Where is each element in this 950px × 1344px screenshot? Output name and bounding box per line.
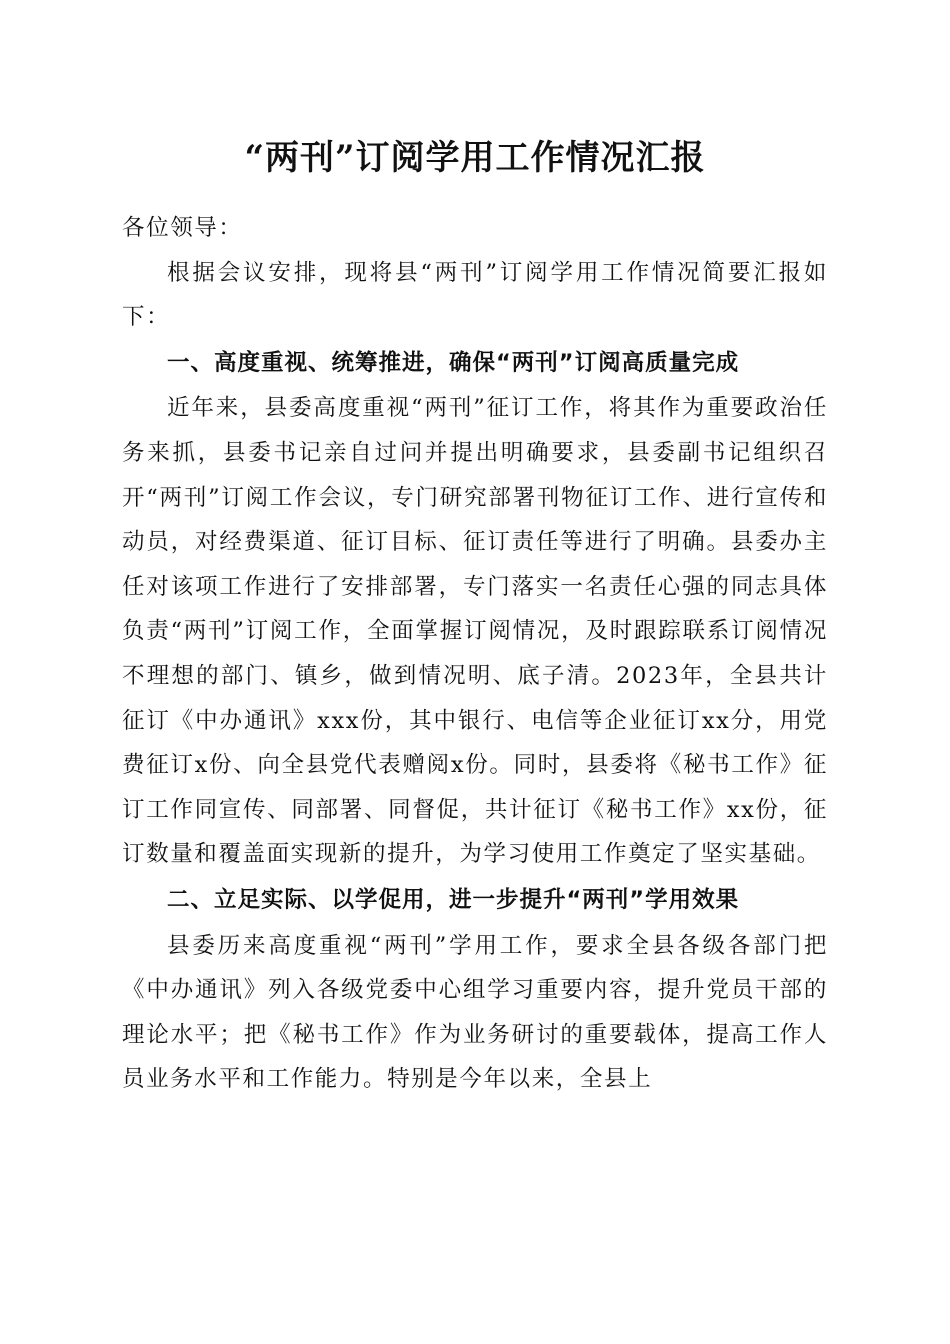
intro-paragraph: 根据会议安排，现将县“两刊”订阅学用工作情况简要汇报如下： [122, 259, 828, 331]
salutation: 各位领导： [122, 215, 243, 241]
section-2-heading: 二、立足实际、以学促用，进一步提升“两刊”学用效果 [167, 886, 740, 913]
section-2-paragraph: 县委历来高度重视“两刊”学用工作，要求全县各级各部门把《中办通讯》列入各级党委中心组学习重要内容，提升党员干部的理论水平；把《秘书工作》作为业务研讨的重要载体，提高工作人员业务水平和工作能力。特别是今年以来，全县上 [122, 932, 828, 1093]
document-title: “两刊”订阅学用工作情况汇报 [244, 138, 706, 178]
section-1-paragraph: 近年来，县委高度重视“两刊”征订工作，将其作为重要政治任务来抓，县委书记亲自过问并提出明确要求，县委副书记组织召开“两刊”订阅工作会议，专门研究部署刊物征订工作、进行宣传和动员，对经费渠道、征订目标、征订责任等进行了明确。县委办主任对该项工作进行了安排部署，专门落实一名责任心强的同志具体负责“两刊”订阅工作，全面掌握订阅情况，及时跟踪联系订阅情况不理想的部门、镇乡，做到情况明、底子清。2023年，全县共计征订《中办通讯》xxx份，其中银行、电信等企业征订xx分，用党费征订x份、向全县党代表赠阅x份。同时，县委将《秘书工作》征订工作同宣传、同部署、同督促，共计征订《秘书工作》xx份，征订数量和覆盖面实现新的提升，为学习使用工作奠定了坚实基础。 [122, 395, 828, 868]
section-1-heading: 一、高度重视、统筹推进，确保“两刊”订阅高质量完成 [167, 349, 740, 376]
document-body [122, 206, 828, 1102]
